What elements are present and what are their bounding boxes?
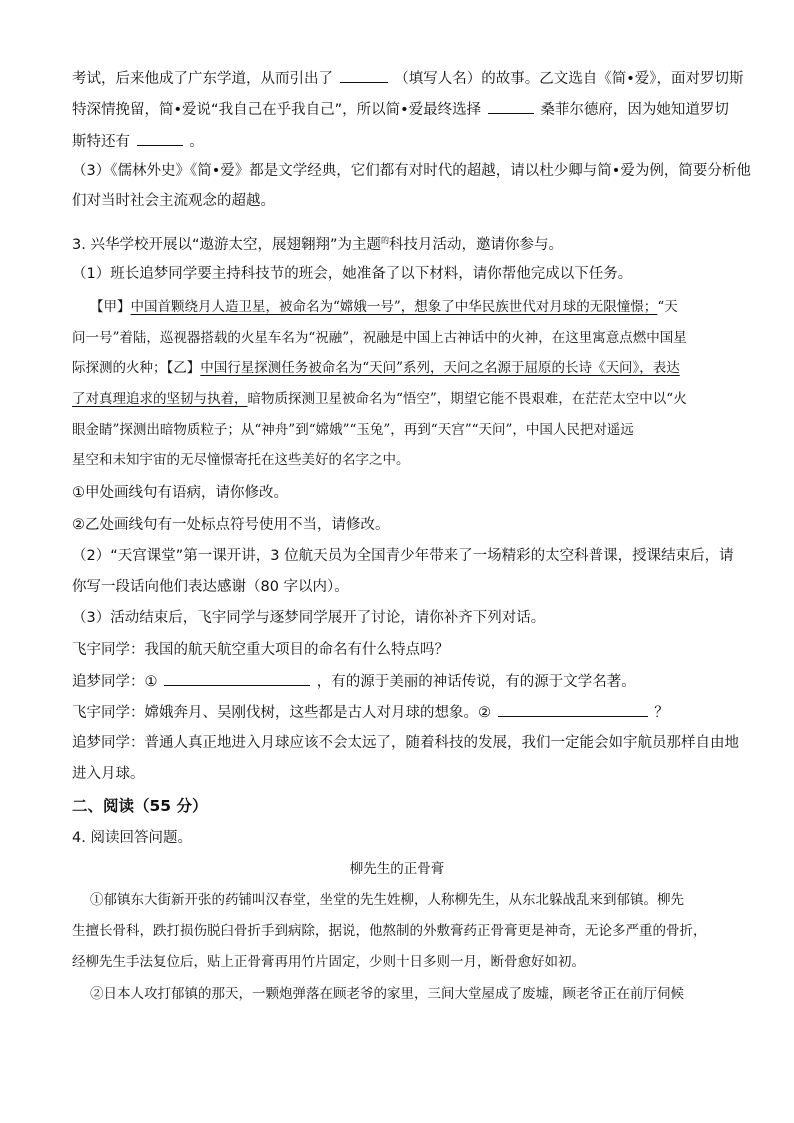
text: 特深情挽留，简•爱说“我自己在乎我自己”，所以简•爱最终选择: [72, 102, 482, 118]
underlined-sentence-yi-cont: 了对真理追求的坚韧与执着，: [72, 391, 248, 407]
text: 飞宇同学：嫦娥奔月、吴刚伐树，这些都是古人对月球的想象。②: [72, 705, 491, 721]
text: 考试，后来他成了广东学道，从而引出了: [72, 71, 333, 87]
text: 3. 兴华学校开展以“遨游太空，展翅翱翔”为主题: [72, 237, 381, 253]
underlined-sentence-yi: 中国行星探测任务被命名为“天问”系列，天问之名源于屈原的长诗《天问》，表达: [200, 360, 680, 376]
q3-part2-line-2: 你写一段话向他们表达感谢（80 字以内）。: [72, 579, 349, 595]
answer-blank[interactable]: [137, 131, 183, 146]
text: 追梦同学：①: [72, 674, 158, 690]
text: 桑菲尔德府，因为她知道罗切: [540, 102, 729, 118]
text: ，有的源于美丽的神话传说，有的源于文学名著。: [316, 674, 636, 690]
q2-part3-line-2: 们对当时社会主流观念的超越。: [72, 193, 275, 209]
story-line-4: ②日本人攻打郁镇的那天，一颗炮弹落在顾老爷的家里，三间大堂屋成了废墟，顾老爷正在前厅伺候: [90, 986, 684, 1002]
text: 斯特还有: [72, 134, 130, 150]
material-line-2: 问一号”着陆，巡视器搭载的火星车名为“祝融”，祝融是中国上古神话中的火神，在这里寓意点燃中国星: [72, 330, 687, 346]
story-line-3: 经柳先生手法复位后，贴上正骨膏再用竹片固定，少则十日多则一月，断骨愈好如初。: [72, 954, 585, 970]
label-jia: 【甲】: [90, 299, 131, 315]
text: “天: [657, 299, 678, 315]
section-title: 二、阅读（55 分）: [72, 797, 208, 815]
q2-part3-line-1: （3）《儒林外史》《简•爱》都是文学经典，它们都有对时代的超越，请以杜少卿与简•爱为例，简要分析他: [72, 163, 751, 179]
underlined-sentence-jia: 中国首颗绕月人造卫星，被命名为“嫦娥一号”，想象了中华民族世代对月球的无限憧憬；: [130, 299, 658, 315]
q2-line-3: [72, 131, 204, 152]
answer-blank[interactable]: [498, 702, 648, 717]
task-2: ②乙处画线句有一处标点符号使用不当，请修改。: [72, 517, 390, 533]
story-line-1: ①郁镇东大街新开张的药铺叫汉春堂，坐堂的先生姓柳，人称柳先生，从东北躲战乱来到郁镇。柳先: [90, 892, 684, 908]
material-line-3: [72, 358, 680, 378]
task-1: ①甲处画线句有语病，请你修改。: [72, 485, 288, 501]
q4-prompt: 4. 阅读回答问题。: [72, 830, 192, 846]
material-line-1: [90, 297, 678, 317]
material-line-5: 眼金睛”探测出暗物质粒子；从“神舟”到“嫦娥”“玉兔”，再到“天宫”“天问”，中国人民把对遥远: [72, 422, 634, 438]
dialogue-4-line-1: 追梦同学：普通人真正地进入月球应该不会太远了，随着科技的发展，我们一定能会如宇航员那样自由地: [72, 735, 739, 751]
answer-blank[interactable]: [488, 99, 534, 114]
q3-part1: （1）班长追梦同学要主持科技节的班会，她准备了以下材料，请你帮他完成以下任务。: [72, 266, 633, 282]
story-title: 柳先生的正骨膏: [349, 861, 445, 877]
dialogue-3: [72, 702, 669, 723]
dialogue-4-line-2: 进入月球。: [72, 766, 145, 782]
material-line-4: [72, 389, 687, 409]
text: ？: [654, 705, 669, 721]
q3-intro: [72, 231, 563, 255]
text: 。: [189, 134, 204, 150]
material-line-6: 星空和未知宇宙的无尽憧憬寄托在这些美好的名字之中。: [72, 452, 410, 468]
q2-line-1: [72, 68, 744, 89]
answer-blank[interactable]: [340, 68, 388, 83]
q3-part2-line-1: （2）“天宫课堂”第一课开讲，3 位航天员为全国青少年带来了一场精彩的太空科普课，授课结束后，请: [72, 548, 734, 564]
dialogue-2: [72, 671, 636, 692]
superscript-char: 的: [380, 236, 389, 245]
text: （填写人名）的故事。乙文选自《简•爱》，面对罗切斯: [394, 71, 744, 87]
q2-line-2: [72, 99, 729, 120]
text: 科技月活动，邀请你参与。: [388, 237, 563, 253]
text: 暗物质探测卫星被命名为“悟空”，期望它能不畏艰难，在茫茫太空中以“火: [247, 391, 687, 407]
story-line-2: 生擅长骨科，跌打损伤脱臼骨折手到病除，据说，他熬制的外敷膏药正骨膏更是神奇，无论多严重的骨折，: [72, 923, 707, 939]
q3-part3: （3）活动结束后，飞宇同学与逐梦同学展开了讨论，请你补齐下列对话。: [72, 610, 546, 626]
answer-blank[interactable]: [164, 671, 310, 686]
text: 际探测的火种；【乙】: [72, 360, 201, 376]
dialogue-1: 飞宇同学：我国的航天航空重大项目的命名有什么特点吗？: [72, 642, 449, 658]
